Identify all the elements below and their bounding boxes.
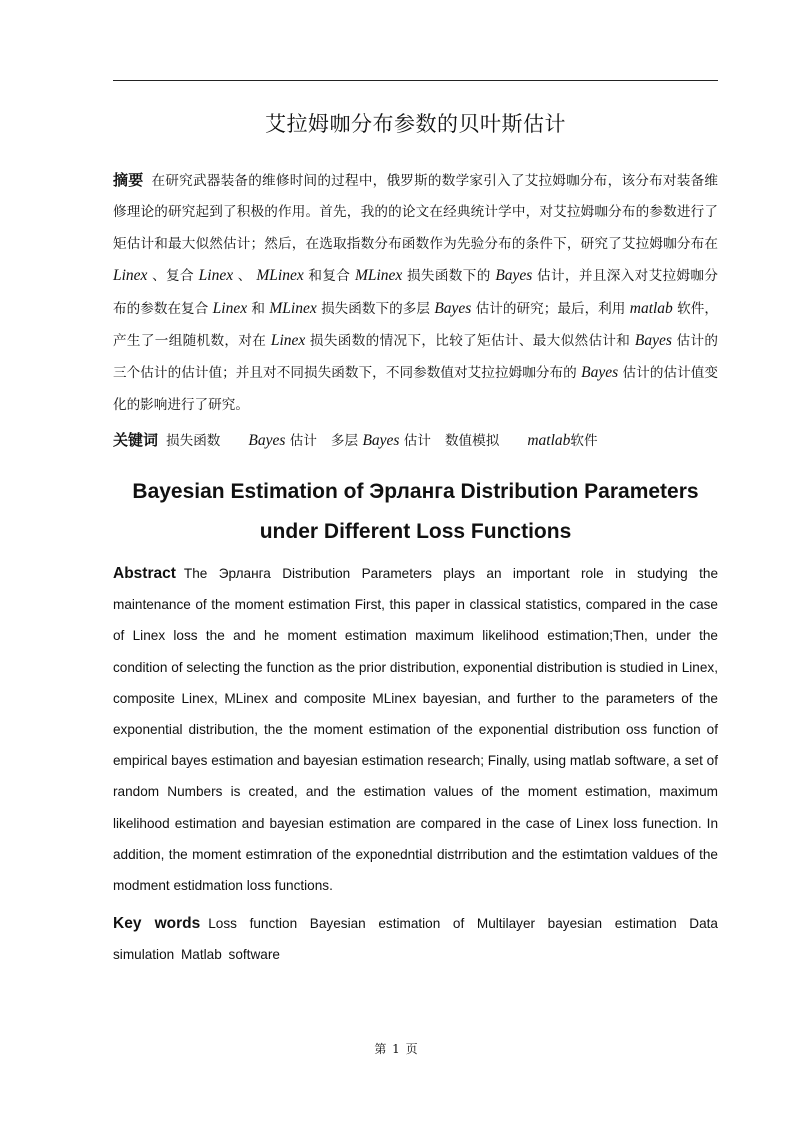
abstract-math-term: Bayes [434, 299, 472, 317]
abstract-text-segment: 损失函数的情况下，比较了矩估计、最大似然估计和 [305, 333, 635, 350]
abstract-math-term: Bayes [581, 364, 619, 382]
chinese-title: 艾拉姆咖分布参数的贝叶斯估计 [265, 112, 566, 136]
abstract-math-term: Linex [198, 267, 234, 285]
abstract-math-term: Linex [113, 267, 148, 285]
abstract-math-term: MLinex [354, 267, 403, 285]
english-keywords-label: Key words [113, 915, 201, 932]
abstract-text-segment: 、 [233, 268, 257, 285]
abstract-text-segment: 估计的估计值变化的影响进行了研究。 [113, 365, 718, 413]
page-number: 第 1 页 [374, 1042, 419, 1056]
chinese-abstract-body [113, 173, 718, 413]
english-keywords [113, 908, 718, 970]
abstract-math-term: Linex [270, 332, 306, 350]
header-rule [113, 80, 718, 81]
english-abstract-label: Abstract [113, 565, 176, 582]
english-title-line-2: under Different Loss Functions [259, 520, 572, 543]
abstract-text-segment: 估计，并且深入对艾拉姆咖分布的参数在复合 [113, 268, 718, 317]
abstract-math-term: matlab [629, 299, 673, 317]
abstract-math-term: Bayes [495, 267, 533, 285]
abstract-text-segment: 损失函数下的多层 [316, 300, 435, 317]
abstract-math-term: Linex [212, 299, 248, 317]
chinese-keywords-label: 关键词 [113, 431, 159, 449]
keyword-multilayer-bayes: 多层 Bayes 估计 [330, 432, 431, 449]
abstract-text-segment: 软件，产生了一组随机数，对在 [113, 300, 718, 350]
abstract-text-segment: 和 [247, 300, 270, 317]
english-title [100, 472, 731, 552]
chinese-abstract-label: 摘要 [113, 171, 144, 189]
abstract-text-segment: 在研究武器装备的维修时间的过程中，俄罗斯的数学家引入了艾拉姆咖分布，该分布对装备维修理论的研究起到了积极的作用。首先，我的的论文在经典统计学中，对艾拉姆咖分布的参数进行了矩估计和最大似然估计；然后，在选取指数分布函数作为先验分布的条件下，研究了艾拉姆咖分布在 [113, 173, 718, 252]
english-abstract-body: The Эрланга Distribution Parameters plays an important role in studying the maintenance of the moment estimation First, this paper in classical statistics, compared in the case of Linex loss the and he moment estimation maximum likelihood estimation;Then, under the condition of selecting the function as the prior distribution, exponential distribution is studied in Linex, composite Linex, MLinex and composite MLinex bayesian, and further to the parameters of the exponential distribution, the the moment estimation of the exponential distribution oss function of empirical bayes estimation and bayesian estimation research; Finally, using matlab software, a set of random Numbers is created, and the estimation values of the moment estimation, maximum likelihood estimation and bayesian estimation are compared in the case of Linex loss funection. In addition, the moment estimration of the exponedntial distrribution and the estimtation valdues of the modment estidmation loss functions. [113, 566, 718, 894]
keyword-matlab: matlab软件 [527, 432, 598, 449]
abstract-text-segment: 、复合 [147, 268, 199, 285]
abstract-text-segment: 损失函数下的 [402, 268, 496, 285]
abstract-math-term: MLinex [269, 299, 317, 317]
abstract-math-term: MLinex [256, 267, 304, 285]
abstract-text-segment: 估计的研究；最后，利用 [471, 300, 630, 317]
english-title-line-1: Bayesian Estimation of Эрланга Distribution Parameters [132, 480, 699, 503]
chinese-abstract [113, 165, 718, 421]
abstract-text-segment: 估计的三个估计的估计值；并且对不同损失函数下，不同参数值对艾拉拉姆咖分布的 [113, 333, 719, 382]
abstract-text-segment: 和复合 [303, 268, 355, 285]
keyword-numerical-simulation: 数值模拟 [444, 433, 500, 449]
keyword-bayes-estimation: Bayes 估计 [248, 432, 317, 449]
abstract-math-term: Bayes [634, 332, 672, 350]
keyword-loss-function: 损失函数 [166, 433, 221, 449]
english-keywords-body: Loss function Bayesian estimation of Multilayer bayesian estimation Data simulation Matlab software [113, 916, 718, 963]
chinese-keywords [113, 427, 718, 454]
english-abstract [113, 558, 718, 901]
